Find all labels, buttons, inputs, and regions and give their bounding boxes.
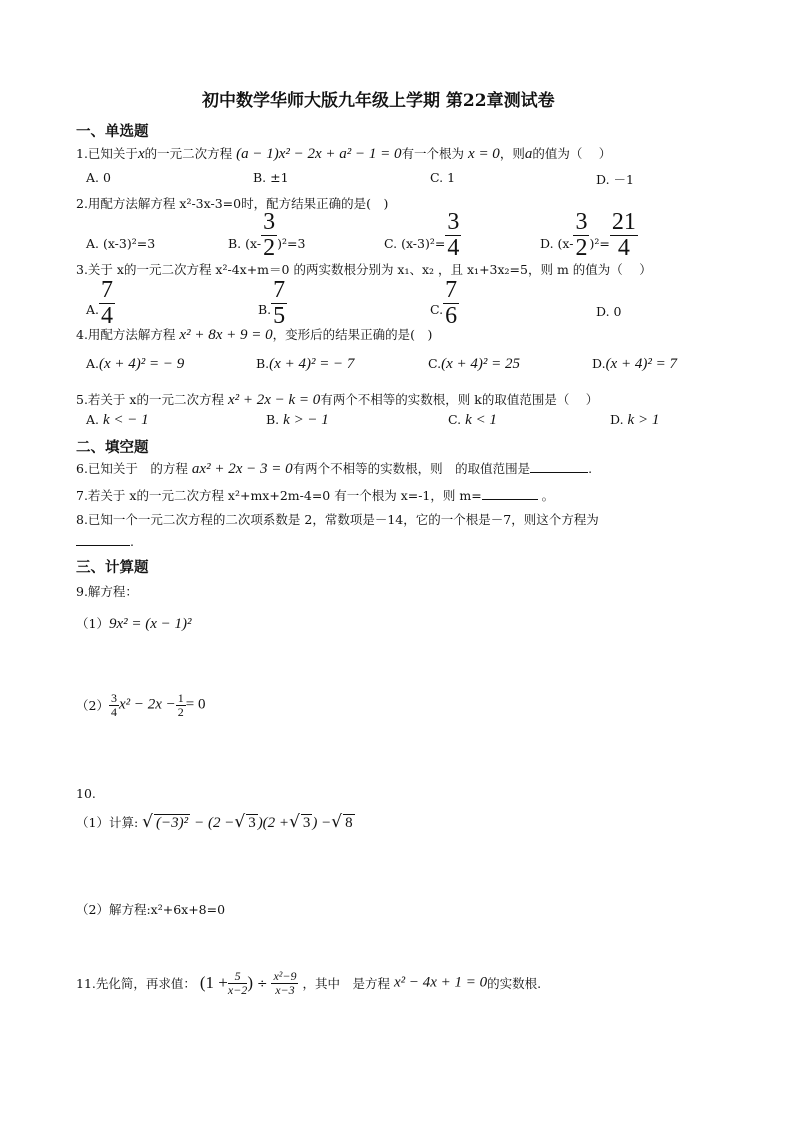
q1-option-c: C. 1 — [430, 170, 456, 185]
question-2: 2.用配方法解方程 x²-3x-3=0时，配方结果正确的是( ) — [76, 196, 389, 211]
q2-optc-text: C. (x-3)²= — [384, 236, 446, 251]
fraction-numerator: 21 — [611, 209, 636, 235]
q4-option-b — [256, 356, 354, 373]
q1-option-b: B. ±1 — [253, 170, 289, 185]
q7-end: 。 — [537, 488, 555, 503]
fraction-numerator: 7 — [101, 277, 114, 303]
sqrt-icon: √ — [289, 812, 300, 832]
question-1 — [76, 144, 611, 163]
q4-stem-post: ，变形后的结果正确的是( ) — [272, 327, 433, 342]
q4-optd-expr: (x + 4)² = 7 — [605, 356, 677, 372]
q1-option-d: D. －1 — [596, 172, 634, 187]
q2-optd-fraction-b — [610, 210, 638, 261]
q10-part-1 — [76, 812, 355, 832]
fraction-numerator: 3 — [575, 209, 588, 235]
q3-opta-fraction — [99, 278, 115, 329]
q10-p1-label: （1）计算: — [76, 815, 139, 830]
q9-part-1 — [76, 614, 192, 633]
fraction-denominator: 2 — [263, 235, 276, 262]
fraction-denominator: 4 — [617, 235, 630, 262]
q8-end: . — [130, 534, 134, 549]
fraction-denominator: x−2 — [227, 982, 248, 997]
fraction-numerator: 3 — [263, 209, 276, 235]
q4-opta-label: A. — [86, 356, 100, 371]
q2-optb-pre: B. (x- — [228, 236, 262, 251]
q6-answer-blank[interactable] — [530, 472, 588, 473]
question-6 — [76, 459, 592, 478]
q3-option-a — [86, 278, 115, 329]
q5-opta-label: A. — [86, 412, 100, 427]
fraction-denominator: 4 — [447, 235, 460, 262]
fraction-numerator: 7 — [273, 277, 286, 303]
question-4 — [76, 325, 432, 344]
q7-answer-blank[interactable] — [482, 499, 538, 500]
q1-a: a — [524, 146, 533, 162]
question-9: 9.解方程： — [76, 584, 138, 599]
q4-option-a — [86, 356, 184, 373]
q7-pre: 7.若关于 x的一元二次方程 x²+mx+2m-4=0 有一个根为 x=-1，则 m= — [76, 488, 482, 503]
q10-p1-b: − (2 − — [194, 815, 235, 831]
question-7 — [76, 486, 554, 504]
sqrt-icon: √ — [142, 812, 153, 832]
q5-option-d — [610, 412, 659, 429]
fraction-denominator: 2 — [177, 704, 184, 719]
question-8-answer — [76, 532, 134, 549]
q11-pre: 11.先化简，再求值： — [76, 976, 196, 992]
q4-optb-expr: (x + 4)² = − 7 — [269, 356, 355, 372]
fraction-numerator: x²−9 — [273, 969, 297, 983]
question-3: 3.关于 x的一元二次方程 x²-4x+m＝0 的两实数根分别为 x₁、x₂ ，且 x₁+3x₂=5，则 m 的值为（ ） — [76, 262, 652, 277]
fraction-numerator: 3 — [447, 209, 460, 235]
q9-p1-equation: 9x² = (x − 1)² — [108, 616, 192, 632]
fraction-denominator: 4 — [101, 303, 114, 330]
fraction-denominator: 2 — [575, 235, 588, 262]
q1-root: x = 0 — [468, 146, 500, 162]
q3-option-c — [430, 278, 459, 329]
q11-post: 的实数根. — [487, 976, 542, 992]
q5-optc-expr: k < 1 — [465, 412, 497, 428]
q1-prefix: 1.已知关于 — [76, 146, 138, 161]
q8-answer-blank[interactable] — [76, 532, 130, 546]
q3-option-d: D. 0 — [596, 304, 622, 319]
q6-equation: ax² + 2x − 3 = 0 — [191, 461, 293, 477]
q3-optc-label: C. — [430, 302, 444, 317]
q5-option-c — [448, 412, 497, 429]
fraction-denominator: 4 — [110, 704, 117, 719]
q1-var: x — [137, 146, 145, 162]
q3-optc-fraction — [443, 278, 459, 329]
sqrt-icon: √ — [234, 812, 246, 832]
q4-optc-expr: (x + 4)² = 25 — [441, 356, 520, 372]
q6-end: . — [588, 461, 593, 476]
q2-optd-pre: D. (x- — [540, 236, 574, 251]
q10-p1-radicand-a: (−3)² — [156, 815, 189, 831]
question-11 — [76, 970, 541, 996]
q11-close: ) — [247, 973, 253, 993]
fraction-numerator: 5 — [228, 970, 247, 984]
q2-option-d — [540, 210, 638, 261]
fraction-numerator: 1 — [177, 691, 184, 705]
page-title: 初中数学华师大版九年级上学期 第22章测试卷 — [202, 91, 555, 111]
q2-option-a: A. (x-3)²=3 — [86, 236, 156, 251]
fraction-denominator: x−3 — [275, 982, 295, 997]
q5-stem-post: 有两个不相等的实数根，则 k的取值范围是（ ） — [320, 392, 599, 407]
q4-optc-label: C. — [428, 356, 442, 371]
q11-mid: ，其中 是方程 — [302, 976, 390, 992]
q2-optc-fraction — [445, 210, 461, 261]
q4-stem-pre: 4.用配方法解方程 — [76, 327, 176, 342]
q3-opta-label: A. — [86, 302, 100, 317]
q9-p2-fraction-a — [109, 692, 119, 718]
q11-open: (1 + — [199, 973, 228, 993]
q2-optb-post: )²=3 — [277, 236, 306, 251]
fraction-denominator: 5 — [273, 303, 286, 330]
section-heading-fill-blank: 二、填空题 — [76, 439, 149, 456]
q4-option-d — [592, 356, 677, 373]
q11-fraction-b — [271, 970, 298, 996]
question-5 — [76, 390, 598, 409]
q5-optb-expr: k > − 1 — [283, 412, 329, 428]
q5-optc-label: C. — [448, 412, 462, 427]
q4-equation: x² + 8x + 9 = 0 — [179, 327, 273, 343]
q5-stem-pre: 5.若关于 x的一元二次方程 — [76, 392, 224, 407]
q1-equation: (a − 1)x² − 2x + a² − 1 = 0 — [236, 146, 402, 162]
q5-option-b — [266, 412, 329, 429]
q10-p1-radicand-8: 8 — [345, 815, 353, 831]
question-8: 8.已知一个一元二次方程的二次项系数是 2，常数项是－14，它的一个根是－7，则这个方程为 — [76, 512, 599, 527]
q4-optd-label: D. — [592, 356, 606, 371]
fraction-denominator: 6 — [445, 303, 458, 330]
q1-post3: 的值为（ ） — [532, 146, 612, 161]
q11-divide: ÷ — [256, 975, 268, 991]
q5-optb-label: B. — [266, 412, 280, 427]
q9-p1-label: （1） — [76, 616, 109, 631]
q4-optb-label: B. — [256, 356, 270, 371]
q9-p2-label: （2） — [76, 698, 109, 714]
q4-opta-expr: (x + 4)² = − 9 — [99, 356, 185, 372]
q1-post: 有一个根为 — [401, 146, 465, 161]
q2-optd-mid: )²= — [589, 236, 610, 251]
q4-option-c — [428, 356, 520, 373]
q2-optb-fraction — [261, 210, 277, 261]
q5-equation: x² + 2x − k = 0 — [227, 392, 321, 408]
q5-opta-expr: k < − 1 — [103, 412, 149, 428]
q6-pre: 6.已知关于 的方程 — [76, 461, 188, 476]
q10-p1-c: )(2 + — [257, 815, 290, 831]
q10-p1-radicand-3a: 3 — [248, 815, 256, 831]
question-10: 10. — [76, 786, 96, 801]
q10-part-2: （2）解方程:x²+6x+8=0 — [76, 902, 226, 917]
q5-option-a — [86, 412, 149, 429]
q1-option-a: A. 0 — [86, 170, 111, 185]
q9-part-2 — [76, 692, 205, 718]
q10-p1-d: ) − — [312, 815, 332, 831]
q9-p2-end: = 0 — [185, 696, 206, 713]
section-heading-single-choice: 一、单选题 — [76, 123, 149, 140]
q2-option-b — [228, 210, 305, 261]
q11-equation: x² − 4x + 1 = 0 — [393, 974, 488, 991]
q11-fraction-a — [228, 970, 247, 996]
q1-post2: ，则 — [499, 146, 525, 161]
q10-p1-radicand-3b: 3 — [302, 815, 311, 831]
q3-optb-fraction — [271, 278, 287, 329]
q9-p2-mid: x² − 2x − — [118, 696, 176, 713]
section-heading-calculation: 三、计算题 — [76, 559, 149, 576]
q2-option-c — [384, 210, 461, 261]
q6-post: 有两个不相等的实数根，则 的取值范围是 — [292, 461, 531, 476]
fraction-numerator: 7 — [445, 277, 458, 303]
q1-mid: 的一元二次方程 — [144, 146, 233, 161]
q5-optd-label: D. — [610, 412, 624, 427]
q3-optb-label: B. — [258, 302, 272, 317]
q9-p2-fraction-b — [176, 692, 186, 718]
q5-optd-expr: k > 1 — [627, 412, 660, 428]
sqrt-icon: √ — [331, 812, 343, 832]
q3-option-b — [258, 278, 287, 329]
q2-optd-fraction-a — [573, 210, 589, 261]
fraction-numerator: 3 — [110, 691, 117, 705]
